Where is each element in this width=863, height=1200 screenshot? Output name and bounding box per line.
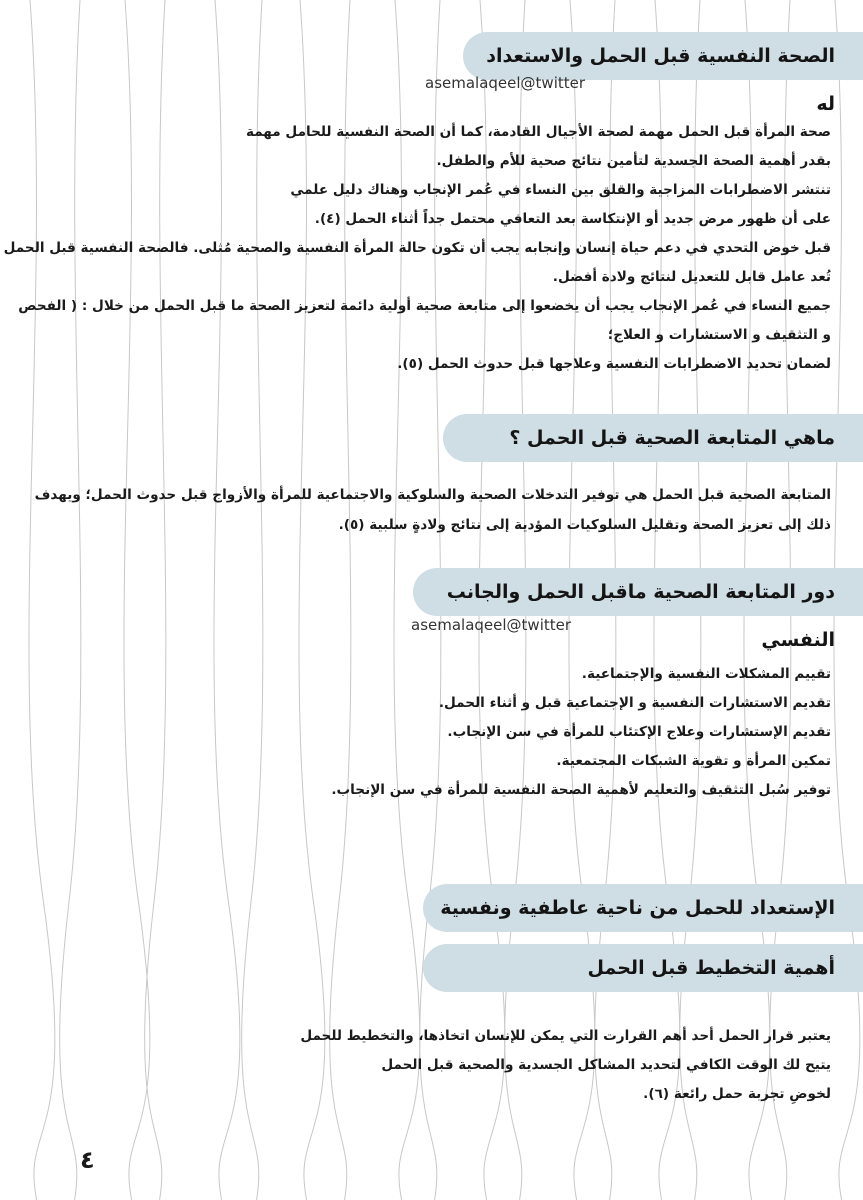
section-body-role-of-care [331, 660, 831, 805]
paragraph-line: تُعد عامل قابل للتعديل لنتائج ولادة أفضل. [552, 269, 831, 285]
section-title: ماهي المتابعة الصحية قبل الحمل ؟ [509, 427, 835, 449]
list-item: تقديم الإستشارات وعلاج الإكتئاب للمرأة في سن الإنجاب. [447, 724, 831, 740]
paragraph-line: قبل خوض التحدي في دعم حياة إنسان وإنجابه يجب أن تكون حالة المرأة النفسية والصحية مُثلى. فالصحة النفسية قبل الحمل [3, 240, 831, 256]
paragraph-line: ذلك إلى تعزيز الصحة وتقليل السلوكيات المؤدية إلى نتائج ولادةٍ سلبية (٥). [338, 517, 831, 533]
paragraph-line: يعتبر قرار الحمل أحد أهم القرارت التي يمكن للإنسان اتخاذها، والتخطيط للحمل [300, 1028, 831, 1044]
list-item: تقييم المشكلات النفسية والإجتماعية. [581, 666, 831, 682]
section-body-mental-health [4, 118, 831, 379]
page-number: ٤ [80, 1146, 95, 1174]
paragraph-line: يتيح لك الوقت الكافي لتحديد المشاكل الجسدية والصحية قبل الحمل [381, 1057, 831, 1073]
section-title: الإستعداد للحمل من ناحية عاطفية ونفسية [440, 897, 835, 919]
paragraph-line: على أن ظهور مرض جديد أو الإنتكاسة بعد التعافي محتمل جداً أثناء الحمل (٤). [314, 211, 831, 227]
section-banner-prenatal-care [443, 414, 863, 462]
paragraph-line: و التثقيف و الاستشارات و العلاج؛ [607, 327, 831, 343]
section-title: أهمية التخطيط قبل الحمل [587, 957, 835, 979]
section-body-planning [300, 1022, 831, 1109]
paragraph-line: المتابعة الصحية قبل الحمل هي توفير التدخلات الصحية والسلوكية والاجتماعية للمرأة والأزواج قبل حدوث الحمل؛ ويهدف [34, 487, 831, 503]
twitter-handle: asemalaqeel@twitter [411, 616, 572, 634]
paragraph-line: بقدر أهمية الصحة الجسدية لتأمين نتائج صحية للأم والطفل. [436, 153, 831, 169]
section-banner-planning [423, 944, 863, 992]
paragraph-line: صحة المرأة قبل الحمل مهمة لصحة الأجيال القادمة، كما أن الصحة النفسية للحامل مهمة [245, 124, 831, 140]
list-item: تمكين المرأة و تقوية الشبكات المجتمعية. [556, 753, 831, 769]
paragraph-line: جميع النساء في عُمر الإنجاب يجب أن يخضعوا إلى متابعة صحية أولية دائمة لتعزيز الصحة ما قبل الحمل من خلال : ( الفحص [18, 298, 831, 314]
section-title: دور المتابعة الصحية ماقبل الحمل والجانب النفسي [446, 581, 835, 651]
paragraph-line: لخوضِ تجربة حمل رائعة (٦). [643, 1086, 831, 1102]
list-item: توفير سُبل التثقيف والتعليم لأهمية الصحة النفسية للمرأة في سن الإنجاب. [331, 782, 831, 798]
section-body-prenatal-care [35, 480, 831, 540]
paragraph-line: لضمان تحديد الاضطرابات النفسية وعلاجها قبل حدوث الحمل (٥). [397, 356, 831, 372]
list-item: تقديم الاستشارات النفسية و الإجتماعية قبل و أثناء الحمل. [438, 695, 831, 711]
twitter-handle: asemalaqeel@twitter [425, 74, 586, 92]
paragraph-line: تنتشر الاضطرابات المزاجية والقلق بين النساء في عُمر الإنجاب وهناك دليل علمي [290, 182, 831, 198]
section-banner-emotional-readiness [423, 884, 863, 932]
section-title: الصحة النفسية قبل الحمل والاستعداد له [486, 45, 835, 115]
